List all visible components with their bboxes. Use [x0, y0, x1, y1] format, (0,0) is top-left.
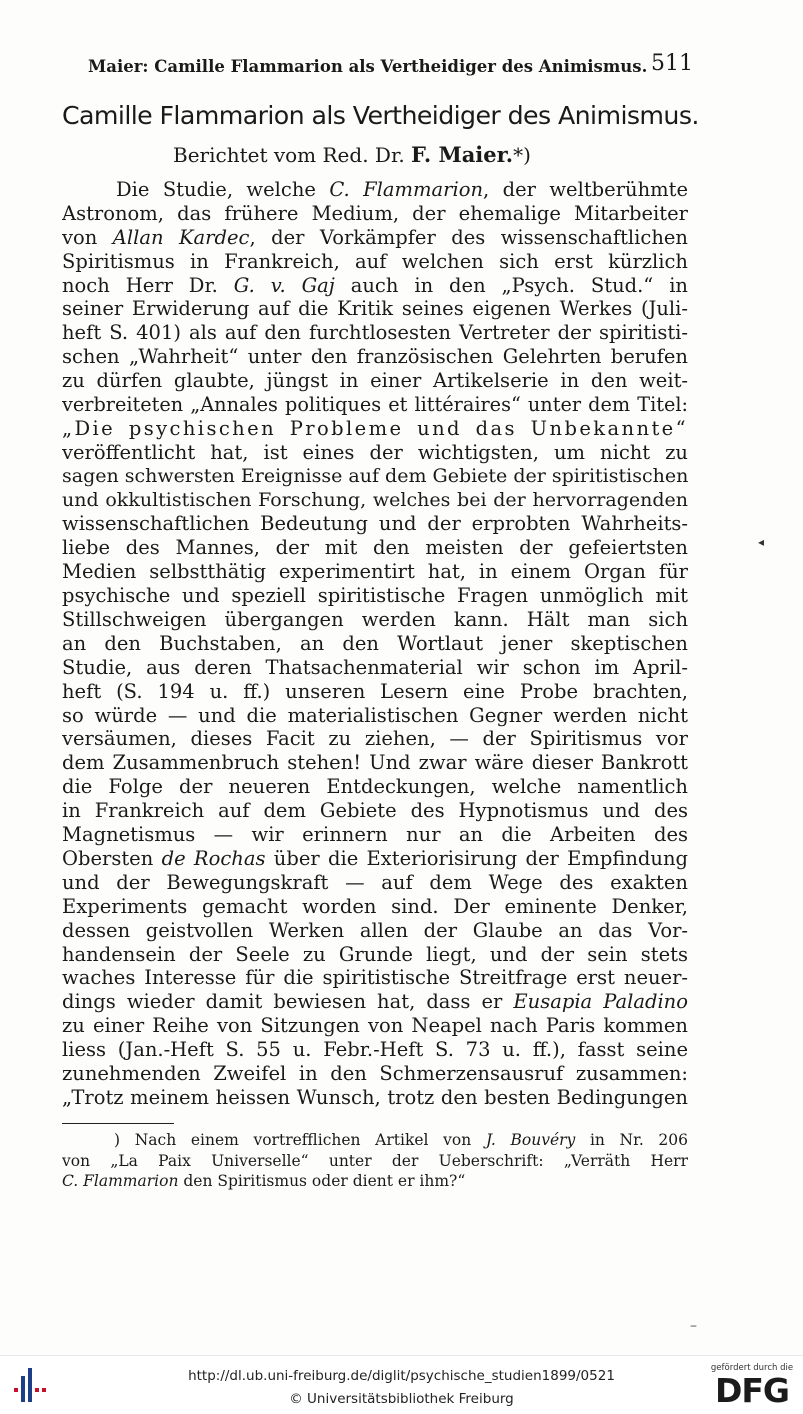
footnote-rule — [62, 1123, 174, 1124]
copyright: © Universitätsbibliothek Freiburg — [289, 1391, 514, 1407]
article-body — [62, 178, 688, 1110]
body-line: waches Interesse für die spiritistische Streitfrage erst neuer- — [62, 966, 688, 990]
body-line: an den Buchstaben, an den Wortlaut jener skeptischen — [62, 631, 688, 655]
body-line: zunehmenden Zweifel in den Schmerzensausruf zusammen: — [62, 1061, 688, 1085]
byline — [173, 142, 593, 168]
body-line: dings wieder damit bewiesen hat, dass er Eusapia Paladino — [62, 990, 688, 1014]
body-line: Astronom, das frühere Medium, der ehemalige Mitarbeiter — [62, 201, 688, 225]
body-line: wissenschaftlichen Bedeutung und der erprobten Wahrheits- — [62, 512, 688, 536]
viewer-footer — [0, 1355, 803, 1414]
body-line: zu dürfen glaubte, jüngst in einer Artikelserie in den weit- — [62, 369, 688, 393]
body-line: versäumen, dieses Facit zu ziehen, — der Spiritismus vor — [62, 727, 688, 751]
body-line: seiner Erwiderung auf die Kritik seines eigenen Werkes (Juli- — [62, 297, 688, 321]
byline-prefix: Berichtet vom Red. Dr. — [173, 143, 405, 167]
running-header — [88, 44, 693, 76]
body-line: „Trotz meinem heissen Wunsch, trotz den besten Bedingungen — [62, 1085, 688, 1109]
body-line: liebe des Mannes, der mit den meisten der gefeiertsten — [62, 536, 688, 560]
body-line: in Frankreich auf dem Gebiete des Hypnotismus und des — [62, 799, 688, 823]
body-line: handensein der Seele zu Grunde liegt, und der sein stets — [62, 942, 688, 966]
footnote — [62, 1130, 688, 1192]
page-number: 511 — [651, 51, 693, 76]
body-line: psychische und speziell spiritistische Fragen unmöglich mit — [62, 584, 688, 608]
body-line: so würde — und die materialistischen Gegner werden nicht — [62, 703, 688, 727]
body-line: Obersten de Rochas über die Exteriorisirung der Empfindung — [62, 846, 688, 870]
body-line: liess (Jan.-Heft S. 55 u. Febr.-Heft S. 73 u. ff.), fasst seine — [62, 1038, 688, 1062]
body-line: von Allan Kardec, der Vorkämpfer des wissenschaftlichen — [62, 225, 688, 249]
body-line: heft (S. 194 u. ff.) unseren Lesern eine Probe brachten, — [62, 679, 688, 703]
byline-author: F. Maier. — [411, 142, 514, 167]
body-line: Spiritismus in Frankreich, auf welchen sich erst kürzlich — [62, 249, 688, 273]
dfg-logo: DFG — [714, 1371, 790, 1410]
body-line: dem Zusammenbruch stehen! Und zwar wäre dieser Bankrott — [62, 751, 688, 775]
body-line: Die Studie, welche C. Flammarion, der weltberühmte — [116, 178, 688, 201]
body-line: Medien selbstthätig experimentirt hat, in einem Organ für — [62, 560, 688, 584]
footnote-line: C. Flammarion den Spiritismus oder dient er ihm?“ — [62, 1172, 466, 1190]
body-line: sagen schwersten Ereignisse auf dem Gebiete der spiritistischen — [62, 464, 688, 487]
dfg-caption: gefördert durch die — [710, 1363, 794, 1373]
permalink[interactable]: http://dl.ub.uni-freiburg.de/diglit/psychische_studien1899/0521 — [188, 1368, 615, 1384]
body-line: heft S. 401) als auf den furchtlosesten Vertreter der spiritisti- — [62, 321, 688, 345]
running-title: Maier: Camille Flammarion als Vertheidiger des Animismus. — [88, 57, 648, 76]
article-title: Camille Flammarion als Vertheidiger des Animismus. — [62, 101, 699, 130]
body-line: die Folge der neueren Entdeckungen, welche namentlich — [62, 775, 688, 799]
footnote-line: von „La Paix Universelle“ unter der Ueberschrift: „Verräth Herr — [62, 1151, 688, 1170]
body-line: schen „Wahrheit“ unter den französischen Gelehrten berufen — [62, 345, 688, 369]
corner-mark: – — [690, 1318, 697, 1334]
body-line: „Die psychischen Probleme und das Unbekannte“ — [62, 416, 688, 440]
body-line: und okkultistischen Forschung, welches bei der hervorragenden — [62, 488, 688, 511]
margin-mark: ◂ — [758, 535, 765, 549]
body-line: noch Herr Dr. G. v. Gaj auch in den „Psych. Stud.“ in — [62, 273, 688, 297]
body-line: Magnetismus — wir erinnern nur an die Arbeiten des — [62, 823, 688, 847]
body-line: Experiments gemacht worden sind. Der eminente Denker, — [62, 894, 688, 918]
footnote-marker: *) — [513, 143, 531, 167]
body-line: Stillschweigen übergangen werden kann. Hält man sich — [62, 608, 688, 632]
body-line: verbreiteten „Annales politiques et littéraires“ unter dem Titel: — [62, 393, 688, 417]
footnote-line: ) Nach einem vortrefflichen Artikel von J. Bouvéry in Nr. 206 — [114, 1131, 688, 1149]
body-line: veröffentlicht hat, ist eines der wichtigsten, um nicht zu — [62, 440, 688, 464]
body-line: zu einer Reihe von Sitzungen von Neapel nach Paris kommen — [62, 1014, 688, 1038]
body-line: Studie, aus deren Thatsachenmaterial wir schon im April- — [62, 655, 688, 679]
body-line: dessen geistvollen Werken allen der Glaube an das Vor- — [62, 918, 688, 942]
body-line: und der Bewegungskraft — auf dem Wege des exakten — [62, 870, 688, 894]
